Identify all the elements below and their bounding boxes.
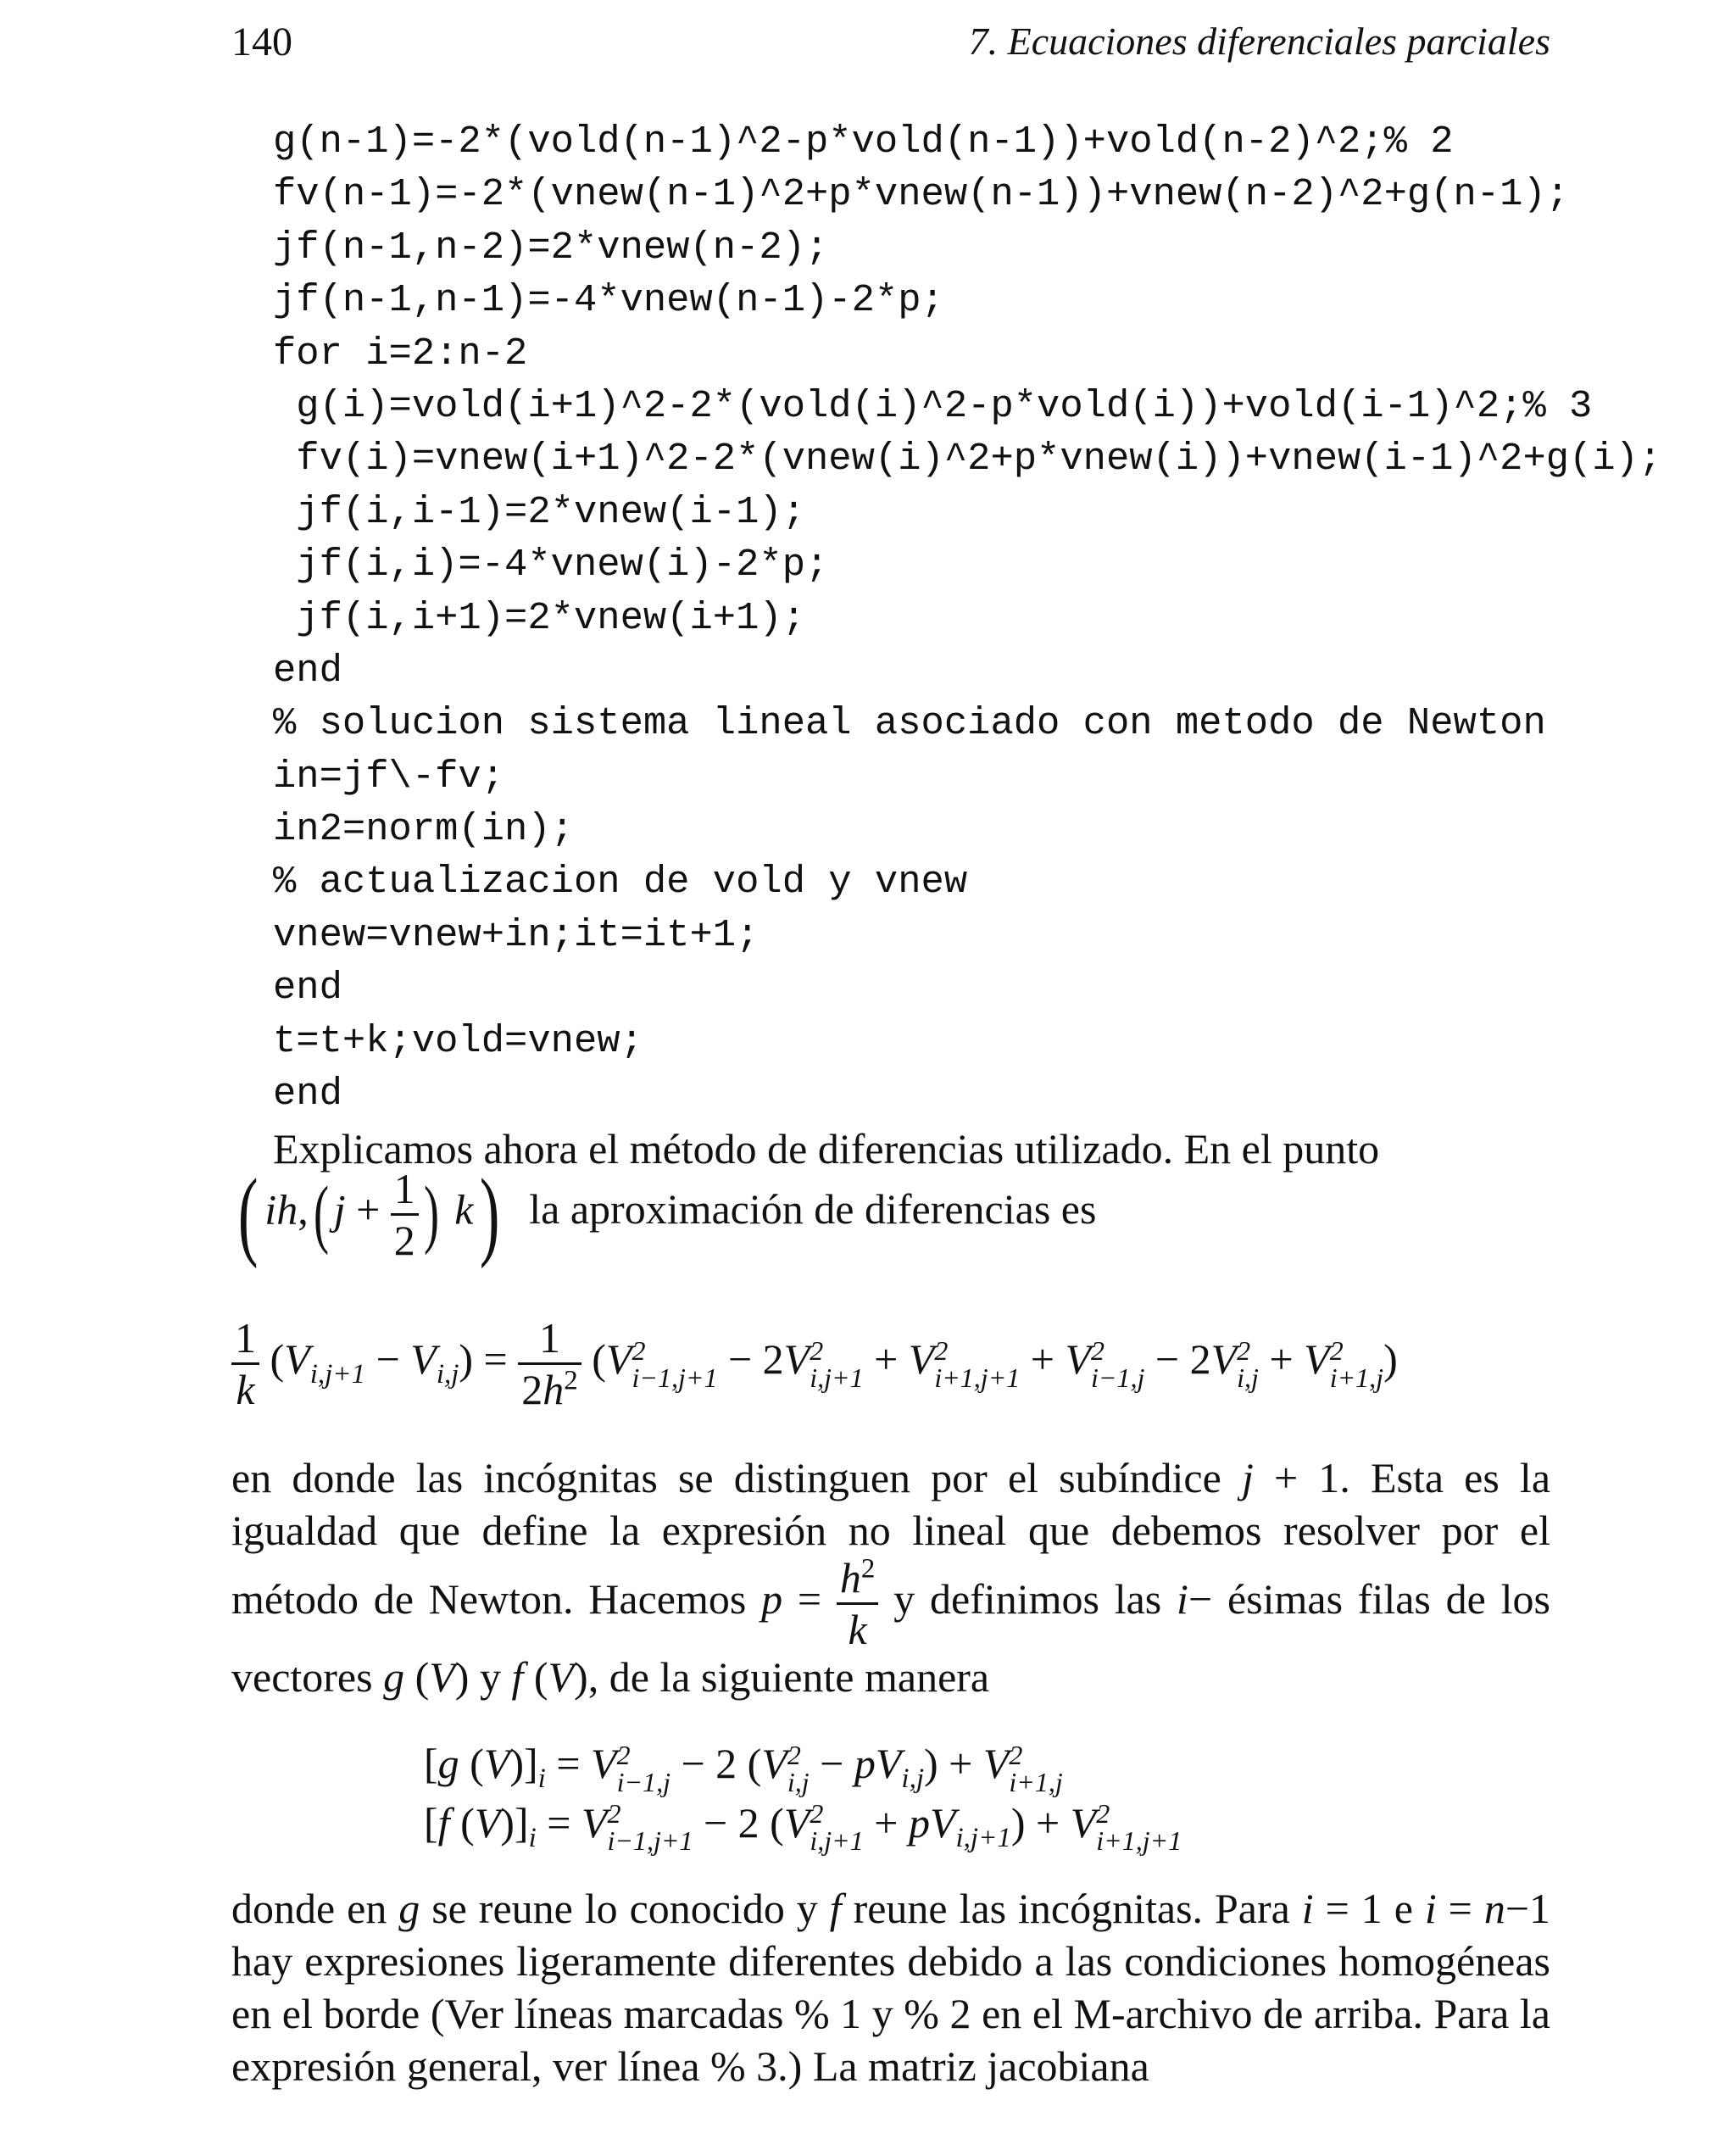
one-half-fraction: $\frac{1}{2}$ xyxy=(391,1167,419,1262)
code-line: in2=norm(in); xyxy=(273,807,574,852)
paragraph-boundary: donde en g se reune lo conocido y f reune las incógnitas. Para i = 1 e i = n−1 hay expresiones ligeramente diferentes debido a las condiciones homogéneas en el borde (Ver líneas marcadas % 1 y % 2 en el M-archivo de arriba. Para la expresión general, ver línea % 3.) La matriz jacobiana xyxy=(231,1885,1551,2090)
code-line: fv(i)=vnew(i+1)^2-2*(vnew(i)^2+p*vnew(i))+vnew(i-1)^2+g(i); xyxy=(273,437,1662,482)
code-line: jf(n-1,n-2)=2*vnew(n-2); xyxy=(273,225,829,270)
h2-over-k-fraction: $\frac{h^2}{k}$ xyxy=(837,1557,879,1651)
difference-equation: $\frac{1}{k}$ $(V_{i,j+1} - V_{i,j})$ = $\frac{1}{2h^2}$ (V 2 i−1,j+1 − 2V 2 i,j+1 + V 2 i+1,j+1 + V 2 i−1,j − 2V 2 i,j + V 2 i+1,j ) xyxy=(231,1317,1398,1411)
code-line: end xyxy=(273,648,342,693)
code-line: jf(i,i+1)=2*vnew(i+1); xyxy=(273,595,806,640)
code-line: end xyxy=(273,1072,342,1117)
chapter-title: 7. Ecuaciones diferenciales parciales xyxy=(968,19,1550,63)
intro-line: Explicamos ahora el método de diferencias utilizado. En el punto xyxy=(273,1125,1380,1173)
code-line: t=t+k;vold=vnew; xyxy=(273,1018,643,1063)
code-line: end xyxy=(273,966,342,1011)
code-line: jf(i,i)=-4*vnew(i)-2*p; xyxy=(273,543,829,588)
code-line: g(i)=vold(i+1)^2-2*(vold(i)^2-p*vold(i))+vold(i-1)^2;% 3 xyxy=(273,383,1593,428)
code-line: % solucion sistema lineal asociado con metodo de Newton xyxy=(273,701,1546,746)
code-line: jf(i,i-1)=2*vnew(i-1); xyxy=(273,489,806,534)
evaluation-point: ( ih,( j + $\frac{1}{2}$ ) k) la aproximación de diferencias es xyxy=(237,1158,1097,1269)
matlab-code-listing xyxy=(273,115,1661,1120)
code-line: fv(n-1)=-2*(vnew(n-1)^2+p*vnew(n-1))+vnew(n-2)^2+g(n-1); xyxy=(273,172,1570,217)
code-line: in=jf\-fv; xyxy=(273,754,505,799)
code-line: jf(n-1,n-1)=-4*vnew(n-1)-2*p; xyxy=(273,278,944,323)
after-point-text: la aproximación de diferencias es xyxy=(529,1185,1097,1234)
code-line: g(n-1)=-2*(vold(n-1)^2-p*vold(n-1))+vold(n-2)^2;% 2 xyxy=(273,120,1454,164)
paragraph-newton: en donde las incógnitas se distinguen por el subíndice j + 1. Esta es la igualdad que define la expresión no lineal que debemos resolver por el método de Newton. Hacemos p = $\frac{h^2}{k}$ y definimos las i− ésimas filas de los vectores g (V) y f (V), de la siguiente manera xyxy=(231,1454,1551,1701)
vector-definitions: [g $(V)]_i = V$ 2 i−1,j − 2 (V 2 i,j − $pV_{i,j}) + V$ 2 i+1,j [f $(V)]_i = V$ 2 i−1,j+1 − 2 (V 2 i,j+1 + $pV_{i,j+1}) + V$ 2 i+1,j+1 xyxy=(424,1739,1182,1857)
code-line: vnew=vnew+in;it=it+1; xyxy=(273,912,760,957)
code-line: % actualizacion de vold y vnew xyxy=(273,860,968,905)
code-line: for i=2:n-2 xyxy=(273,331,528,376)
page-number: 140 xyxy=(231,19,292,64)
page-header xyxy=(231,19,1550,70)
